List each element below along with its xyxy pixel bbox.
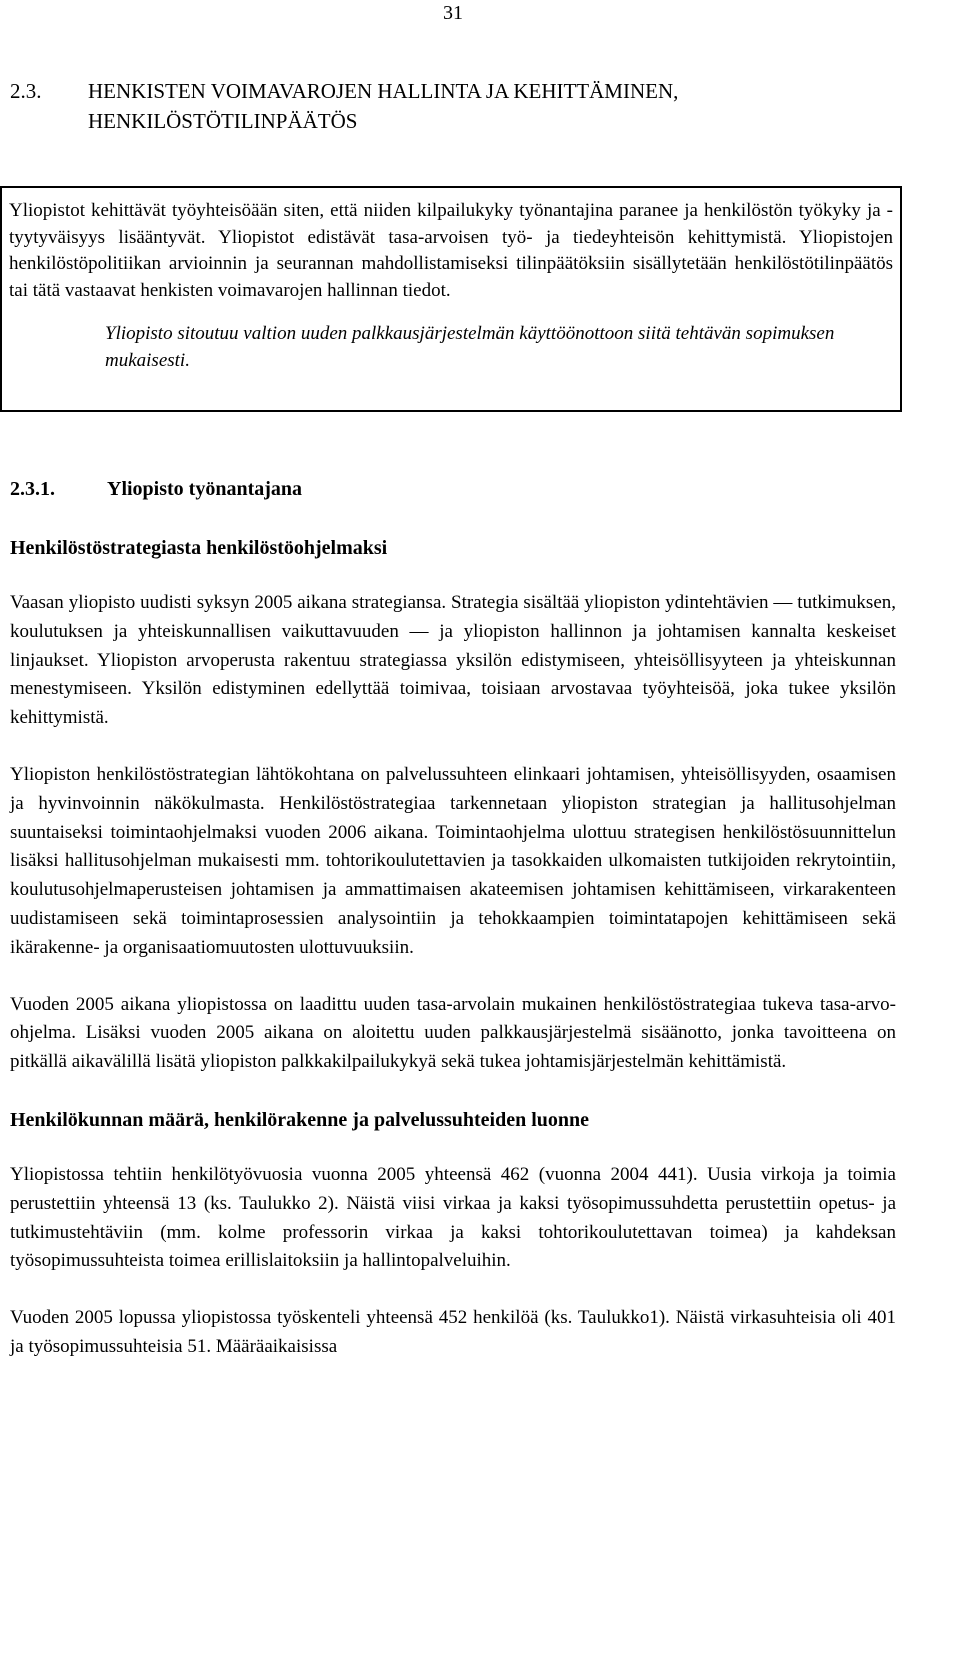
paragraph-staff-2: Vuoden 2005 lopussa yliopistossa työskenteli yhteensä 452 henkilöä (ks. Taulukko1). Näistä virkasuhteisia oli 401 ja työsopimussuhteisia 51. Määräaikaisissa <box>10 1307 896 1357</box>
summary-box-text: Yliopistot kehittävät työyhteisöään siten, että niiden kilpailukyky työnantajina paranee ja henkilöstön työkyky ja -tyytyväisyys lisääntyvät. Yliopistot edistävät tasa-arvoisen työ- ja tiedeyhteisön kehittymistä. Yliopistojen henkilöstöpolitiikan arvioinnin ja seurannan mahdollistamiseksi tilinpäätöksiin sisällytetään henkilöstötilinpäätös tai tätä vastaavat henkisten voimavarojen hallinnan tiedot. <box>9 200 893 301</box>
section-number: 2.3. <box>10 79 42 103</box>
paragraph-strategy-2: Yliopiston henkilöstöstrategian lähtökohtana on palvelussuhteen elinkaari johtamisen, yhteisöllisyyden, osaamisen ja hyvinvoinnin näkökulmasta. Henkilöstöstrategiaa tarkennetaan yliopiston strategian ja hallitusohjelman suuntaiseksi toimintaohjelmaksi vuoden 2006 aikana. Toimintaohjelma ulottuu strategisen henkilöstösuunnittelun lisäksi hallitusohjelman mukaisesti mm. tohtorikoulutettavien ja tasokkaiden ulkomaisten tutkijoiden rekrytointiin, koulutusohjelmaperusteisen johtamisen ja ammattimaisen akateemisen johtamisen kehittämiseen, virkarakenteen uudistamiseen sekä toimintaprosessien analysointiin ja tehokkaampien toimintatapojen kehittämiseen sekä ikärakenne- ja organisaatiomuutosten ulottuvuuksiin. <box>10 763 896 958</box>
subsection-title: Yliopisto työnantajana <box>107 478 303 500</box>
section-title-line1: HENKISTEN VOIMAVAROJEN HALLINTA JA KEHITTÄMINEN, <box>88 79 679 103</box>
section-heading <box>10 76 910 136</box>
paragraph-staff-1: Yliopistossa tehtiin henkilötyövuosia vuonna 2005 yhteensä 462 (vuonna 2004 441). Uusia virkoja ja toimia perustettiin yhteensä 13 (ks. Taulukko 2). Näistä viisi virkaa ja kaksi työsopimussuhdetta perustettiin opetus- ja tutkimustehtäviin (mm. kolme professorin virkaa ja kaksi tohtorikoulutettavan toimea) ja kahdeksan työsopimussuhteista toimea erillislaitoksiin ja hallintopalveluihin. <box>10 1163 896 1272</box>
paragraph-strategy-3: Vuoden 2005 aikana yliopistossa on laadittu uuden tasa-arvolain mukainen henkilöstöstrategiaa tukeva tasa-arvo-ohjelma. Lisäksi vuoden 2005 aikana on aloitettu uuden palkkausjärjestelmä sisäänotto, jonka tavoitteena on pitkällä aikavälillä lisätä yliopiston palkkakilpailukykyä sekä tukea johtamisjärjestelmän kehittämistä. <box>10 993 896 1073</box>
commitment-text: Yliopisto sitoutuu valtion uuden palkkausjärjestelmän käyttöönottoon siitä tehtävän sopimuksen mukaisesti. <box>105 323 835 371</box>
body-content <box>10 533 896 1362</box>
section-title-line2: HENKILÖSTÖTILINPÄÄTÖS <box>88 109 358 133</box>
page-number: 31 <box>443 2 463 24</box>
heading-staff: Henkilökunnan määrä, henkilörakenne ja palvelussuhteiden luonne <box>10 1108 590 1131</box>
subsection-heading <box>10 478 302 501</box>
subsection-number: 2.3.1. <box>10 478 55 500</box>
paragraph-strategy-1: Vaasan yliopisto uudisti syksyn 2005 aikana strategiansa. Strategia sisältää yliopiston ydintehtävien — tutkimuksen, koulutuksen ja yhteiskunnallisen vaikuttavuuden — ja yliopiston hallinnon ja johtamisen kannalta keskeiset linjaukset. Yliopiston arvoperusta rakentuu strategiassa yksilön edistymiseen, yhteisöllisyyteen ja yhteiskunnan menestymiseen. Yksilön edistyminen edellyttää toimivaa, toisiaan arvostavaa työyhteisöä, joka tukee yksilön kehittymistä. <box>10 592 896 729</box>
heading-strategy: Henkilöstöstrategiasta henkilöstöohjelmaksi <box>10 537 388 559</box>
summary-box <box>0 186 902 412</box>
